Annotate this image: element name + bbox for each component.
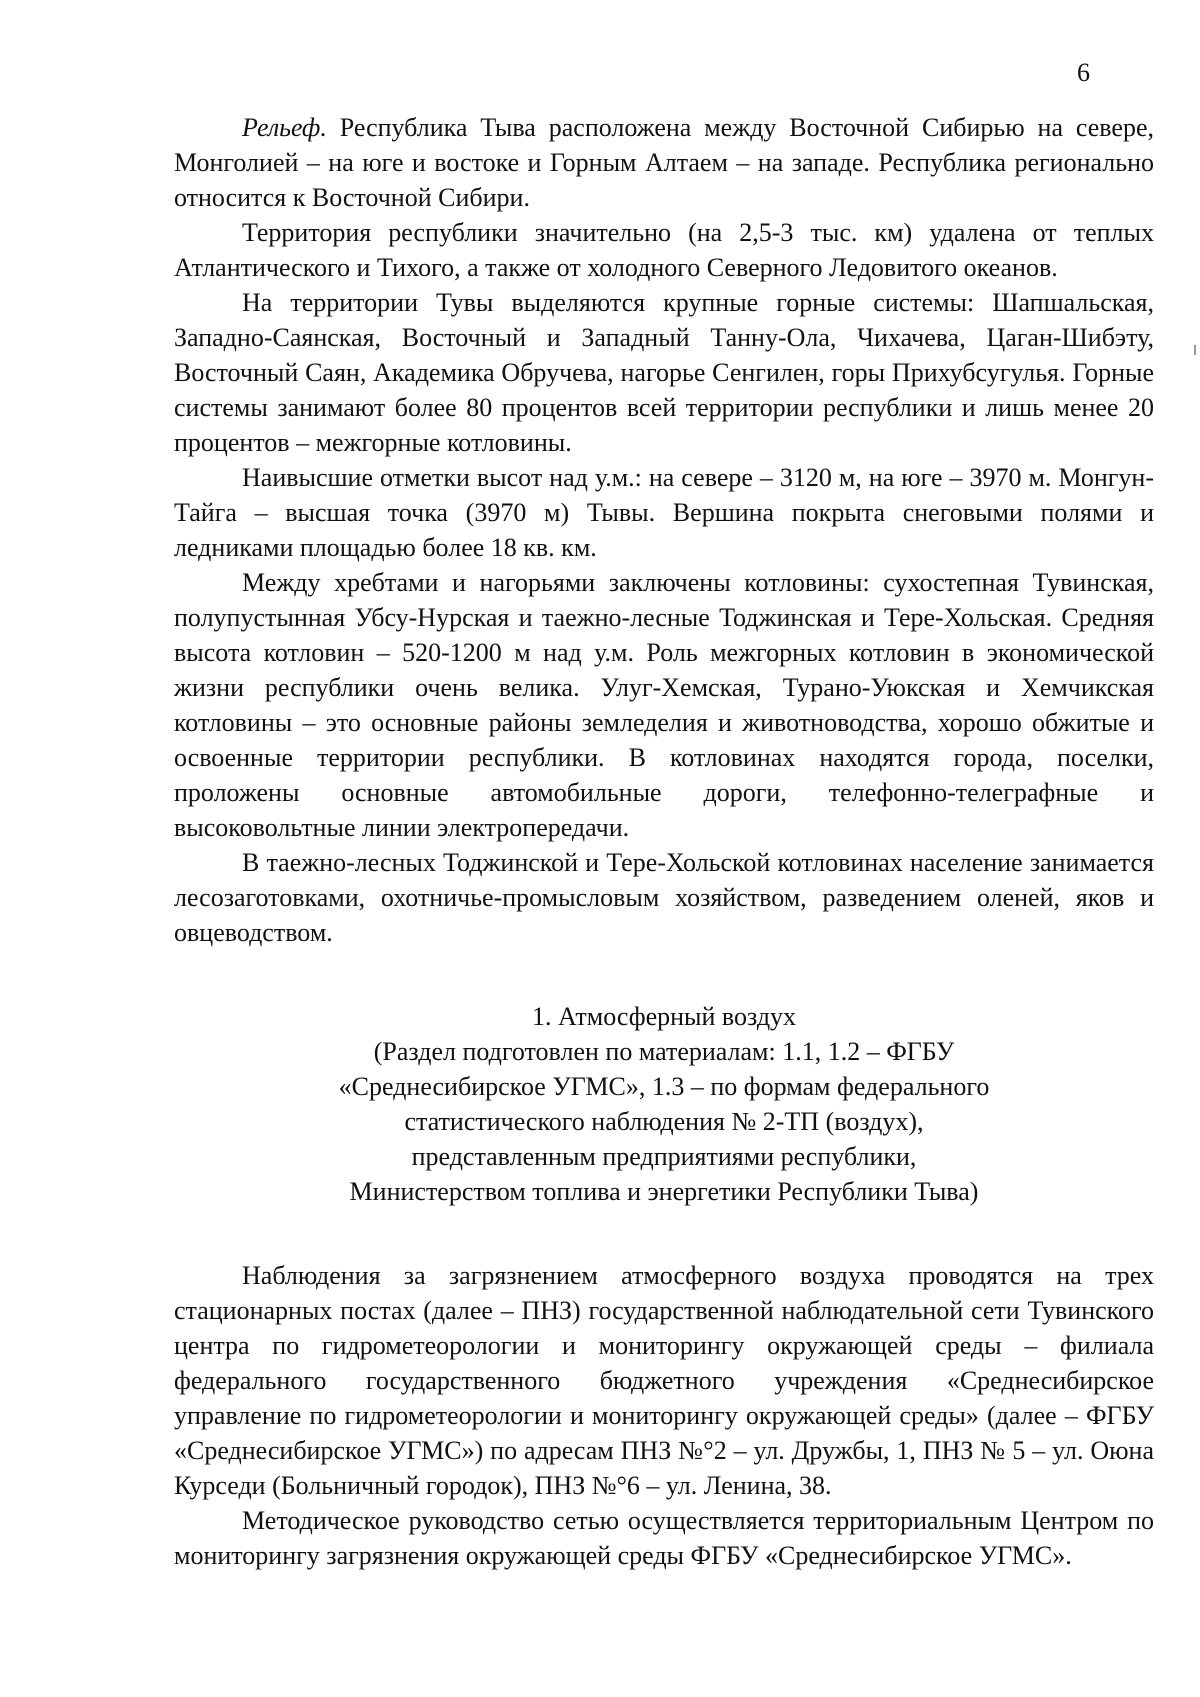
section-source-line: статистического наблюдения № 2-ТП (воздух),: [404, 1107, 924, 1136]
relief-intro-text: Республика Тыва расположена между Восточной Сибирью на севере, Монголией – на юге и востоке и Горным Алтаем – на западе. Республика регионально относится к Восточной Сибири.: [174, 113, 1155, 212]
section-heading: [174, 999, 1154, 1209]
air-observation-paragraph: Наблюдения за загрязнением атмосферного воздуха проводятся на трех стационарных постах (далее – ПНЗ) государственной наблюдательной сети Тувинского центра по гидрометеорологии и мониторингу окружающей среды – филиала федерального государственного бюджетного учреждения «Среднесибирское управление по гидрометеорологии и мониторингу окружающей среды» (далее – ФГБУ «Среднесибирское УГМС») по адресам ПНЗ №°2 – ул. Дружбы, 1, ПНЗ № 5 – ул. Оюна Курседи (Больничный городок), ПНЗ №°6 – ул. Ленина, 38.: [174, 1261, 1154, 1500]
relief-paragraph-intro: [174, 110, 1154, 215]
relief-paragraph-territory: Территория республики значительно (на 2,5-3 тыс. км) удалена от теплых Атлантического и Тихого, а также от холодного Северного Ледовитого океанов.: [174, 218, 1154, 282]
section-source-line: Министерством топлива и энергетики Республики Тыва): [349, 1177, 979, 1206]
scan-edge-mark: [1194, 345, 1196, 355]
relief-paragraph-economy: В таежно-лесных Тоджинской и Тере-Хольской котловинах население занимается лесозаготовками, охотничье-промысловым хозяйством, разведением оленей, яков и овцеводством.: [174, 848, 1154, 947]
relief-paragraph-basins: Между хребтами и нагорьями заключены котловины: сухостепная Тувинская, полупустынная Убсу-Нурская и таежно-лесные Тоджинская и Тере-Хольская. Средняя высота котловин – 520-1200 м над у.м. Роль межгорных котловин в экономической жизни республики очень велика. Улуг-Хемская, Турано-Уюкская и Хемчикская котловины – это основные районы земледелия и животноводства, хорошо обжитые и освоенные территории республики. В котловинах находятся города, поселки, проложены основные автомобильные дороги, телефонно-телеграфные и высоковольтные линии электропередачи.: [174, 568, 1154, 842]
section-source-line: представленным предприятиями республики,: [411, 1142, 917, 1171]
section-source-line: «Среднесибирское УГМС», 1.3 – по формам федерального: [338, 1072, 990, 1101]
page-number: 6: [1077, 58, 1090, 87]
relief-paragraph-heights: Наивысшие отметки высот над у.м.: на севере – 3120 м, на юге – 3970 м. Монгун-Тайга – высшая точка (3970 м) Тывы. Вершина покрыта снеговыми полями и ледниками площадью более 18 кв. км.: [174, 463, 1154, 562]
section-source-line: (Раздел подготовлен по материалам: 1.1, 1.2 – ФГБУ: [373, 1037, 955, 1066]
document-body: [174, 110, 1154, 1573]
relief-paragraph-mountains: На территории Тувы выделяются крупные горные системы: Шапшальская, Западно-Саянская, Восточный и Западный Танну-Ола, Чихачева, Цаган-Шибэту, Восточный Саян, Академика Обручева, нагорье Сенгилен, горы Прихубсугулья. Горные системы занимают более 80 процентов всей территории республики и лишь менее 20 процентов – межгорные котловины.: [174, 288, 1154, 457]
methodology-paragraph: Методическое руководство сетью осуществляется территориальным Центром по мониторингу загрязнения окружающей среды ФГБУ «Среднесибирское УГМС».: [174, 1506, 1154, 1570]
section-title: 1. Атмосферный воздух: [531, 1002, 797, 1031]
relief-lead-word: Рельеф.: [242, 113, 327, 142]
